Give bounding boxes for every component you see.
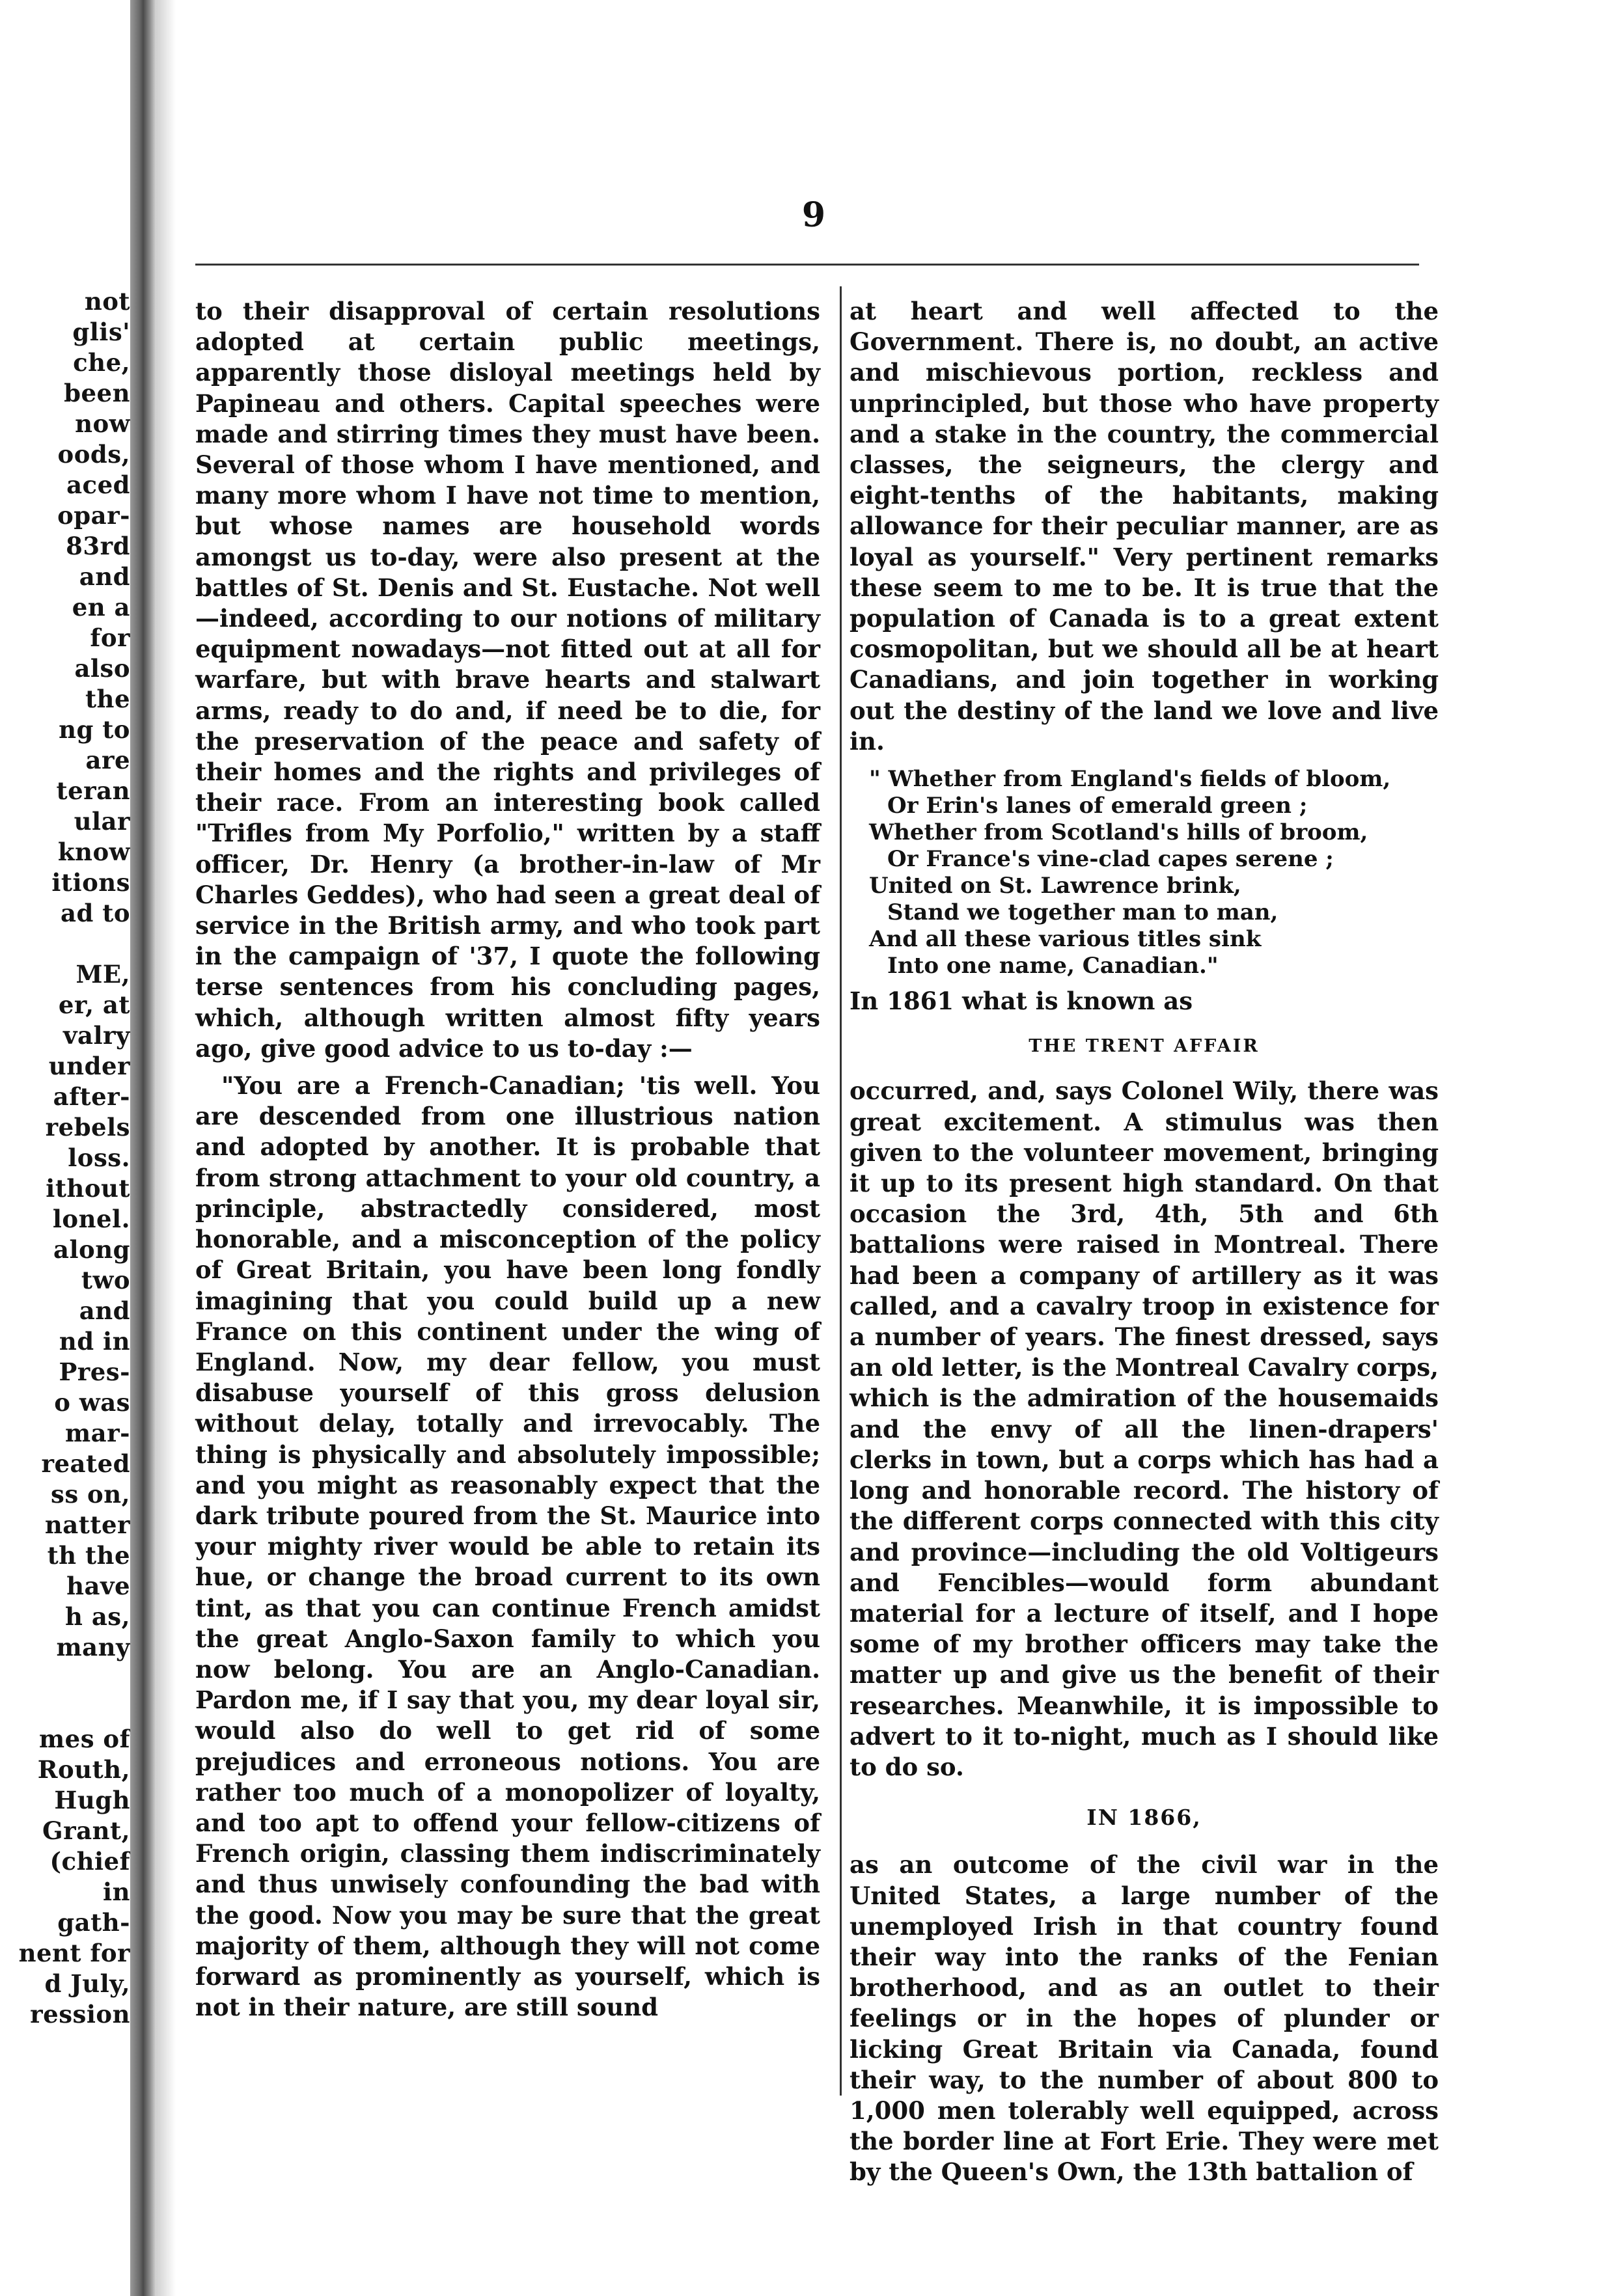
fragment-line: lonel. bbox=[52, 1205, 130, 1233]
fragment-line: ss on, bbox=[50, 1480, 130, 1509]
section-heading-trent-affair: THE TRENT AFFAIR bbox=[1029, 1036, 1260, 1057]
fragment-line: Routh, bbox=[37, 1755, 130, 1784]
fragment-line: teran bbox=[56, 776, 130, 805]
fragment-line bbox=[0, 929, 130, 959]
fragment-line: itions bbox=[51, 868, 130, 897]
fragment-line bbox=[0, 1693, 130, 1724]
fragment-line: oods, bbox=[57, 440, 130, 469]
fragment-line: nd in bbox=[59, 1327, 130, 1356]
poem-verse bbox=[869, 766, 1439, 979]
left-paragraph-2: "You are a French-Canadian; 'tis well. You are descended from one illustrious nation and adopted by another. It is probable that from strong attachment to your old country, a principle, abstractedly considered, most honorable, and a misconception of the policy of Great Britain, you have been long fondly imagining that you could build up a new France on this continent under the wing of England. Now, my dear fellow, you must disabuse yourself of this gross delusion without delay, totally and irrevocably. The thing is physically and absolutely impossible; and you might as reasonably expect that the dark tribute poured from the St. Maurice into your mighty river would be able to retain its hue, or change the broad current to its own tint, as that you can continue French amidst the great Anglo-Saxon family to which you now belong. You are an Anglo-Canadian. Pardon me, if I say that you, my dear loyal sir, would also do well to get rid of some prejudices and erroneous notions. You are rather too much of a monopolizer of loyalty, and too apt to offend your fellow-citizens of French origin, classing them indiscriminately and thus unwisely confounding the bad with the good. Now you may be sure that the great majority of them, although they will not come forward as prominently as yourself, which is not in their nature, are still sound bbox=[195, 1071, 820, 2022]
right-paragraph-2: In 1861 what is known as bbox=[850, 987, 1193, 1016]
column-divider bbox=[840, 286, 842, 2096]
right-paragraph-4: as an outcome of the civil war in the United States, a large number of the unemployed Irish in that country found their way into the ranks of the Fenian brotherhood, and as an outlet to their feelings or in the hopes of plunder or licking Great Britain via Canada, found their way, to the number of about 800 to 1,000 men tolerably well equipped, across the border line at Fort Erie. They were met by the Queen's Own, the 13th battalion of bbox=[850, 1850, 1439, 2187]
fragment-line: loss. bbox=[68, 1143, 130, 1172]
fragment-line: also bbox=[74, 654, 130, 683]
fragment-line: been bbox=[64, 379, 130, 407]
fragment-line: and bbox=[79, 1296, 130, 1325]
fragment-line bbox=[0, 1663, 130, 1693]
fragment-line: have bbox=[66, 1572, 130, 1600]
poem-line: Or France's vine-clad capes serene ; bbox=[887, 846, 1334, 873]
fragment-line: glis' bbox=[72, 318, 130, 346]
fragment-line: en a bbox=[72, 593, 130, 622]
fragment-line: ression bbox=[30, 2000, 130, 2029]
fragment-line: along bbox=[53, 1235, 130, 1264]
fragment-line: natter bbox=[44, 1510, 130, 1539]
fragment-line: opar- bbox=[57, 501, 130, 530]
fragment-line: Hugh bbox=[54, 1786, 130, 1814]
fragment-line: ithout bbox=[46, 1174, 130, 1203]
facing-page-fragment bbox=[0, 286, 130, 2030]
poem-line: Whether from Scotland's hills of broom, bbox=[869, 819, 1368, 846]
fragment-line: know bbox=[57, 838, 130, 866]
fragment-line: for bbox=[90, 623, 130, 652]
gutter-shadow bbox=[156, 0, 176, 2296]
binding-gutter bbox=[130, 0, 156, 2296]
fragment-line: aced bbox=[66, 471, 130, 499]
fragment-line: valry bbox=[62, 1021, 130, 1050]
right-paragraph-3: occurred, and, says Colonel Wily, there was great excitement. A stimulus was then given to the volunteer movement, bringing it up to its present high standard. On that occasion the 3rd, 4th, 5th and 6th battalions were raised in Montreal. There had been a company of artillery as it was called, and a cavalry troop in existence for a number of years. The finest dressed, says an old letter, is the Montreal Cavalry corps, which is the admiration of the housemaids and the envy of all the linen-drapers' clerks in town, but a corps which has had a long and honorable record. The history of the different corps connected with this city and province—including the old Voltigeurs and Fencibles—would form abundant material for a lecture of itself, and I hope some of my brother officers may take the matter up and give us the benefit of their researches. Meanwhile, it is impossible to advert to it to-night, much as I should like to do so. bbox=[850, 1076, 1439, 1781]
header-rule bbox=[195, 264, 1419, 266]
fragment-line: under bbox=[48, 1052, 130, 1080]
left-column bbox=[195, 296, 820, 2023]
fragment-line: che, bbox=[73, 348, 130, 377]
left-paragraph-1: to their disapproval of certain resolutions adopted at certain public meetings, apparently those disloyal meetings held by Papineau and others. Capital speeches were made and stirring times they must have been. Several of those whom I have mentioned, and many more whom I have not time to mention, but whose names are household words amongst us to-day, were also present at the battles of St. Denis and St. Eustache. Not well—indeed, according to our notions of military equipment nowadays—not fitted out at all for warfare, but with brave hearts and stalwart arms, ready to do and, if need be to die, for the preservation of the peace and safety of their homes and the rights and privileges of their race. From an interesting book called "Trifles from My Porfolio," written by a staff officer, Dr. Henry (a brother-in-law of Mr Charles Geddes), who had seen a great deal of service in the British army, and who took part in the campaign of '37, I quote the following terse sentences from his concluding pages, which, although written almost fifty years ago, give good advice to us to-day :— bbox=[195, 297, 820, 1063]
fragment-line: reated bbox=[41, 1449, 130, 1478]
right-column bbox=[850, 296, 1439, 2188]
poem-line: United on St. Lawrence brink, bbox=[869, 873, 1241, 899]
fragment-line: er, at bbox=[58, 991, 130, 1019]
fragment-line: mes of bbox=[39, 1725, 130, 1753]
page-number: 9 bbox=[801, 195, 826, 235]
fragment-line: ng to bbox=[59, 715, 130, 744]
fragment-line: rebels bbox=[45, 1113, 130, 1141]
poem-line: And all these various titles sink bbox=[869, 926, 1262, 953]
right-paragraph-1: at heart and well affected to the Government. There is, no doubt, an active and mischievous portion, reckless and unprincipled, but those who have property and a stake in the country, the commercial classes, the seigneurs, the clergy and eight-tenths of the habitants, making allowance for their peculiar manner, are as loyal as yourself." Very pertinent remarks these seem to me to be. It is true that the population of Canada is to a great extent cosmopolitan, but we should all be at heart Canadians, and join together in working out the destiny of the land we love and live in. bbox=[850, 297, 1439, 756]
fragment-line: not bbox=[84, 287, 130, 316]
poem-line: Into one name, Canadian." bbox=[887, 953, 1219, 979]
fragment-line: d July, bbox=[44, 1969, 130, 1998]
fragment-line: in bbox=[103, 1878, 130, 1906]
poem-line: " Whether from England's fields of bloom, bbox=[869, 766, 1391, 793]
fragment-line: many bbox=[56, 1633, 130, 1661]
fragment-line: two bbox=[81, 1266, 130, 1294]
fragment-line: ular bbox=[74, 807, 130, 836]
fragment-line: mar- bbox=[65, 1419, 130, 1447]
poem-line: Or Erin's lanes of emerald green ; bbox=[887, 793, 1308, 819]
section-heading-1866: IN 1866, bbox=[1086, 1805, 1202, 1831]
fragment-line: gath- bbox=[57, 1908, 130, 1937]
fragment-line: ME, bbox=[76, 960, 130, 989]
poem-line: Stand we together man to man, bbox=[887, 899, 1278, 926]
fragment-line: and bbox=[79, 562, 130, 591]
fragment-line: after- bbox=[53, 1082, 130, 1111]
fragment-line: are bbox=[85, 746, 130, 774]
fragment-line: now bbox=[75, 409, 130, 438]
fragment-line: th the bbox=[47, 1541, 130, 1570]
fragment-line: o was bbox=[54, 1388, 130, 1417]
fragment-line: Pres- bbox=[59, 1358, 130, 1386]
fragment-line: 83rd bbox=[66, 532, 130, 560]
fragment-line: Grant, bbox=[42, 1816, 130, 1845]
fragment-line: ad to bbox=[61, 899, 130, 927]
fragment-line: nent for bbox=[18, 1939, 130, 1967]
fragment-line: h as, bbox=[65, 1602, 130, 1631]
fragment-line: (chief bbox=[49, 1847, 130, 1876]
fragment-line: the bbox=[85, 685, 130, 713]
